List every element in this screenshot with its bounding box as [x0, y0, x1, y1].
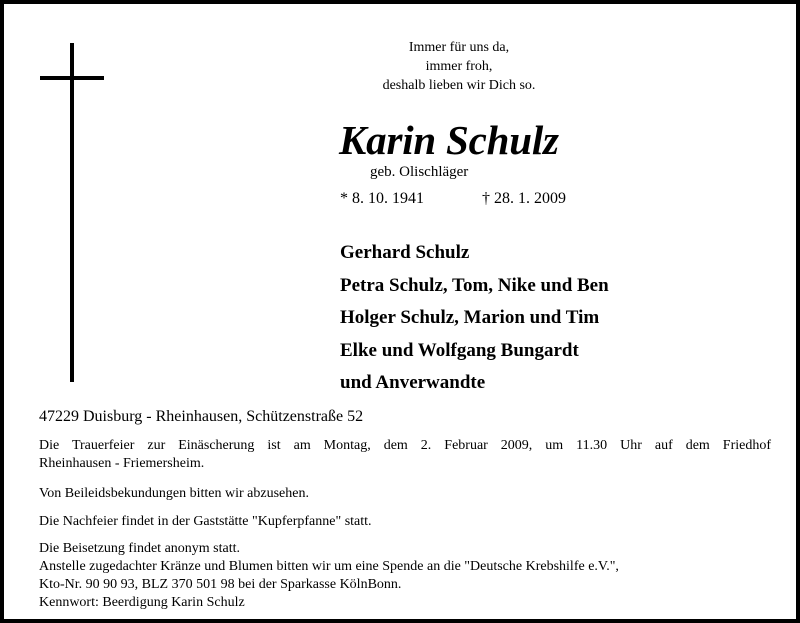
mourner: und Anverwandte — [340, 372, 486, 393]
verse — [294, 38, 624, 95]
burial-line: Anstelle zugedachter Kränze und Blumen bitten wir um eine Spende an die "Deutsche Krebshilfe e.V.", — [39, 559, 619, 574]
burial-line: Kto-Nr. 90 90 93, BLZ 370 501 98 bei der Sparkasse KölnBonn. — [39, 577, 402, 592]
verse-line: immer froh, — [425, 59, 493, 74]
funeral-notice — [39, 437, 771, 473]
burial-line: Kennwort: Beerdigung Karin Schulz — [39, 595, 245, 610]
funeral-notice-line: Rheinhausen - Friemersheim. — [39, 456, 205, 471]
funeral-notice-line: Die Trauerfeier zur Einäscherung ist am Montag, dem 2. Februar 2009, um 11.30 Uhr auf dem Friedhof — [39, 438, 771, 453]
mourner: Gerhard Schulz — [340, 242, 470, 263]
condolences-notice — [39, 485, 771, 503]
deceased-name: Karin Schulz — [339, 117, 559, 163]
mourners-list — [340, 237, 609, 400]
cross-icon-bar — [40, 76, 104, 80]
mourner: Petra Schulz, Tom, Nike und Ben — [340, 274, 609, 296]
cross-icon — [70, 43, 74, 382]
maiden-name: geb. Olischläger — [370, 164, 469, 180]
burial-notice — [39, 540, 771, 612]
burial-line: Die Beisetzung findet anonym statt. — [39, 541, 241, 556]
death-date: † 28. 1. 2009 — [482, 190, 566, 207]
verse-line: deshalb lieben wir Dich so. — [382, 78, 536, 93]
condolences-line: Von Beileidsbekundungen bitten wir abzusehen. — [39, 486, 309, 501]
birth-date: * 8. 10. 1941 — [340, 190, 424, 207]
mourner: Elke und Wolfgang Bungardt — [340, 339, 579, 361]
reception-notice — [39, 513, 771, 531]
verse-line: Immer für uns da, — [408, 40, 510, 55]
address: 47229 Duisburg - Rheinhausen, Schützenstraße 52 — [39, 408, 364, 425]
reception-line: Die Nachfeier findet in der Gaststätte "Kupferpfanne" statt. — [39, 514, 372, 529]
mourner: Holger Schulz, Marion und Tim — [340, 307, 600, 328]
